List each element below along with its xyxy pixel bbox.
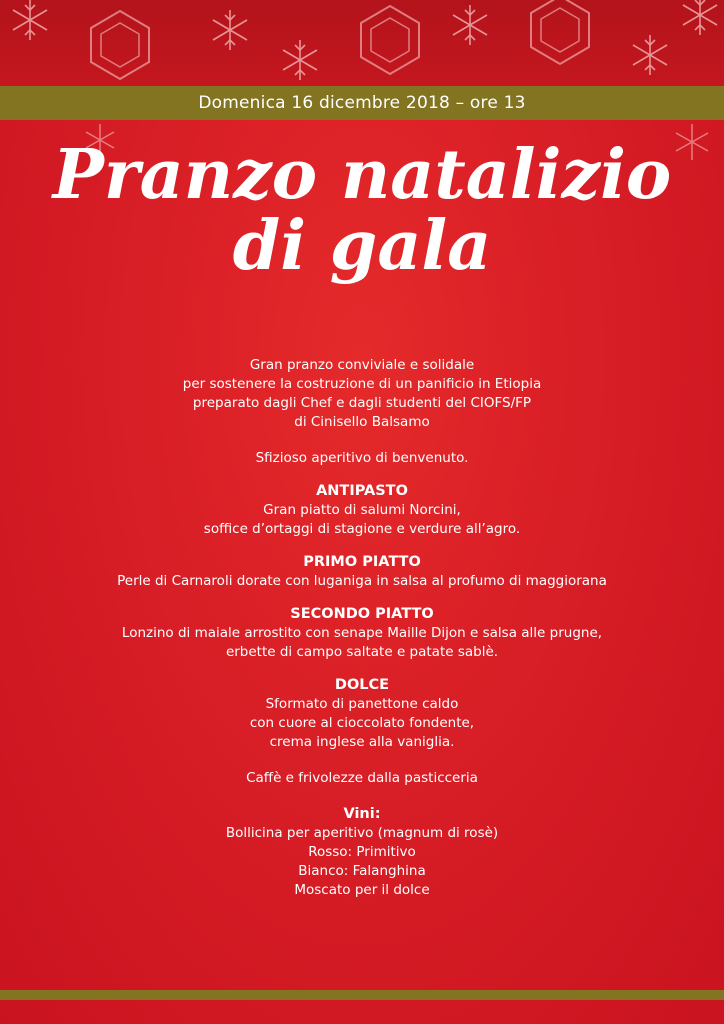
title-line-2: di gala: [232, 206, 492, 287]
snowflake-icon: [633, 35, 667, 75]
menu-line: soffice d’ortaggi di stagione e verdure all’agro.: [203, 521, 521, 537]
wine-line: Bianco: Falanghina: [298, 863, 426, 879]
menu-line: con cuore al cioccolato fondente,: [249, 715, 475, 731]
menu-line: Lonzino di maiale arrostito con senape Maille Dijon e salsa alle prugne,: [121, 625, 603, 641]
intro-line: di Cinisello Balsamo: [294, 414, 430, 430]
menu-line: Perle di Carnaroli dorate con luganiga in salsa al profumo di maggiorana: [117, 573, 607, 589]
title-line-1: Pranzo natalizio: [52, 135, 672, 215]
event-date: Domenica 16 dicembre 2018 – ore 13: [198, 93, 526, 113]
bottom-band: [0, 990, 724, 1000]
dolce-heading: DOLCE: [334, 677, 390, 693]
date-banner: [0, 86, 724, 120]
intro-line: Gran pranzo conviviale e solidale: [249, 357, 475, 373]
primo-heading: PRIMO PIATTO: [303, 554, 421, 570]
wine-line: Rosso: Primitivo: [308, 844, 416, 860]
snowflake-icon: [13, 0, 47, 40]
snowflake-header-decoration: [0, 0, 724, 90]
menu-line: crema inglese alla vaniglia.: [269, 734, 455, 750]
page-title: [0, 135, 724, 287]
snowflake-icon: [283, 40, 317, 80]
menu-content: [0, 356, 724, 900]
aperitivo-line: Sfizioso aperitivo di benvenuto.: [255, 450, 469, 466]
snowflake-icon: [531, 0, 589, 64]
menu-line: Sformato di panettone caldo: [265, 696, 459, 712]
snowflake-icon: [453, 5, 487, 45]
antipasto-heading: ANTIPASTO: [316, 483, 408, 499]
snowflake-icon: [213, 10, 247, 50]
wine-line: Bollicina per aperitivo (magnum di rosè): [225, 825, 499, 841]
snowflake-icon: [361, 6, 419, 74]
menu-line: erbette di campo saltate e patate sablè.: [225, 644, 499, 660]
vini-heading: Vini:: [343, 806, 381, 822]
intro-line: preparato dagli Chef e dagli studenti del CIOFS/FP: [192, 395, 532, 411]
snowflake-icon: [91, 11, 149, 79]
caffe-line: Caffè e frivolezze dalla pasticceria: [246, 770, 478, 786]
menu-line: Gran piatto di salumi Norcini,: [263, 502, 461, 518]
wine-line: Moscato per il dolce: [294, 882, 430, 898]
snowflake-pattern: [0, 0, 724, 90]
intro-line: per sostenere la costruzione di un panificio in Etiopia: [182, 376, 542, 392]
snowflake-icon: [683, 0, 717, 35]
secondo-heading: SECONDO PIATTO: [290, 606, 434, 622]
